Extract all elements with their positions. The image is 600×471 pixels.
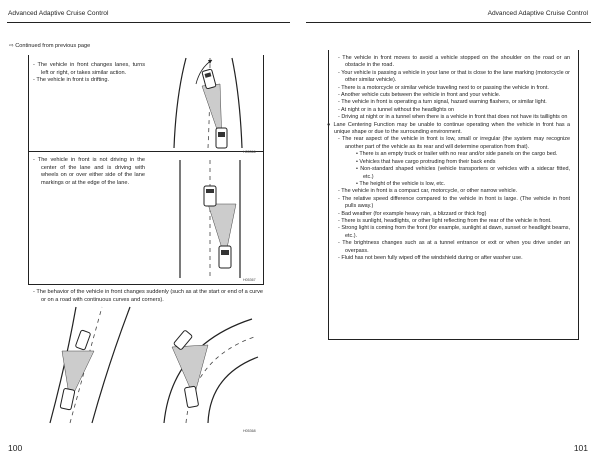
right-bottom-border	[328, 339, 578, 340]
right-right-border	[578, 50, 579, 340]
item1-line1: - The vehicle in front changes lanes, turns left or right, or takes similar action.	[33, 62, 145, 76]
road-edge-left	[174, 58, 186, 148]
fig1-id: H05366	[243, 150, 256, 154]
left-right-border	[263, 55, 264, 285]
right-left-border	[328, 50, 329, 340]
right-list-item: - Another vehicle cuts between the vehicle in front and your vehicle.	[338, 92, 501, 99]
right-list-item: - At night or in a tunnel without the headlights on	[338, 106, 455, 113]
right-list-item: - Bad weather (for example heavy rain, a blizzard or thick fog)	[338, 210, 487, 217]
fig3-id: H05368	[243, 429, 256, 433]
curve-figure	[32, 305, 262, 425]
left-item1	[33, 62, 145, 85]
left-running-header: Advanced Adaptive Cruise Control	[8, 10, 109, 17]
left-item2	[33, 157, 145, 187]
right-list-item: - The brightness changes such as at a tunnel entrance or exit or when you drive under an overpass.	[338, 240, 570, 254]
own-vehicle	[219, 246, 231, 268]
right-list-item: • The height of the vehicle is low, etc.	[356, 180, 446, 187]
item1-line2: - The vehicle in front is drifting.	[33, 77, 110, 84]
left-item3	[33, 289, 263, 304]
right-list-item: - The relative speed difference compared to the vehicle in front is large. (The vehicle in front pulls away.)	[338, 195, 570, 210]
curve1-edge-right	[92, 307, 130, 423]
right-list-item: - Fluid has not been fully wiped off the windshield during or after washer use.	[338, 254, 523, 261]
right-list-item: - Driving at night or in a tunnel when there is a vehicle in front that does not have its taillights on	[338, 114, 568, 121]
left-block2-border	[28, 152, 29, 285]
fig2-id: H05367	[243, 278, 256, 282]
curve1-own-vehicle	[60, 388, 75, 410]
right-list-item: ● Lane Centering Function may be unable to continue operating when the vehicle in front has a unique shape or due to the surrounding environment.	[327, 121, 570, 136]
arrow-head	[208, 60, 212, 64]
own-vehicle-windshield	[218, 132, 225, 137]
right-list-item: - Your vehicle is passing a vehicle in your lane or that is close to the lane marking (motorcycle or other similar vehicle).	[338, 69, 570, 84]
right-list-item: - There is sunlight, headlights, or other light reflecting from the rear of the vehicle in front.	[338, 217, 552, 224]
curve2-edge-left	[164, 319, 252, 423]
lane-change-figure	[160, 56, 258, 152]
right-list-item: • Vehicles that have cargo protruding from their back ends	[356, 158, 496, 165]
off-center-figure	[160, 160, 258, 278]
right-list-item: - There is a motorcycle or similar vehicle traveling next to or passing the vehicle in front.	[338, 84, 549, 91]
right-list-item: • There is an empty truck or trailer with no rear and/or side panels on the cargo bed.	[356, 151, 558, 158]
right-list-item: - Strong light is coming from the front (for example, sunlight at dawn, sunset or headlight beams, etc.).	[338, 225, 570, 239]
item2-text: - The vehicle in front is not driving in the center of the lane and is driving with wheels on or over either side of the lane markings or at the edge of the lane.	[33, 157, 145, 186]
curve2-own-vehicle	[184, 386, 198, 408]
curve2-edge-right	[208, 357, 258, 423]
right-list-item: - The vehicle in front is operating a turn signal, hazard warning flashers, or similar light.	[338, 99, 547, 106]
right-list-item: - The vehicle in front moves to avoid a vehicle stopped on the shoulder on the road or an obstacle in the road.	[338, 55, 570, 69]
right-page-number: 101	[573, 443, 588, 453]
right-list-item: • Non-standard shaped vehicles (vehicle transporters or vehicles with a sidecar fitted, etc.)	[356, 166, 570, 180]
right-running-header: Advanced Adaptive Cruise Control	[487, 10, 588, 17]
right-page-text	[327, 55, 570, 262]
left-page-number: 100	[8, 443, 23, 453]
right-list-item: - The vehicle in front is a compact car, motorcycle, or other narrow vehicle.	[338, 188, 518, 195]
right-list-item: - The rear aspect of the vehicle in front is low, small or irregular (the system may recognize another part of the vehicle as its rear and will determine operation from that).	[338, 136, 570, 150]
road-edge-right	[232, 58, 242, 148]
own-vehicle-windshield	[221, 250, 229, 255]
left-separator-2	[28, 284, 263, 285]
curve1-front-vehicle	[75, 330, 91, 350]
continued-note: ⇨ Continued from previous page	[9, 43, 91, 49]
own-vehicle	[216, 128, 227, 148]
left-header-rule	[7, 22, 290, 23]
item3-text: - The behavior of the vehicle in front changes suddenly (such as at the start or end of a curve or on a road with continuous curves and corners).	[33, 289, 263, 303]
front-vehicle-window	[206, 189, 214, 193]
right-header-rule	[306, 22, 591, 23]
